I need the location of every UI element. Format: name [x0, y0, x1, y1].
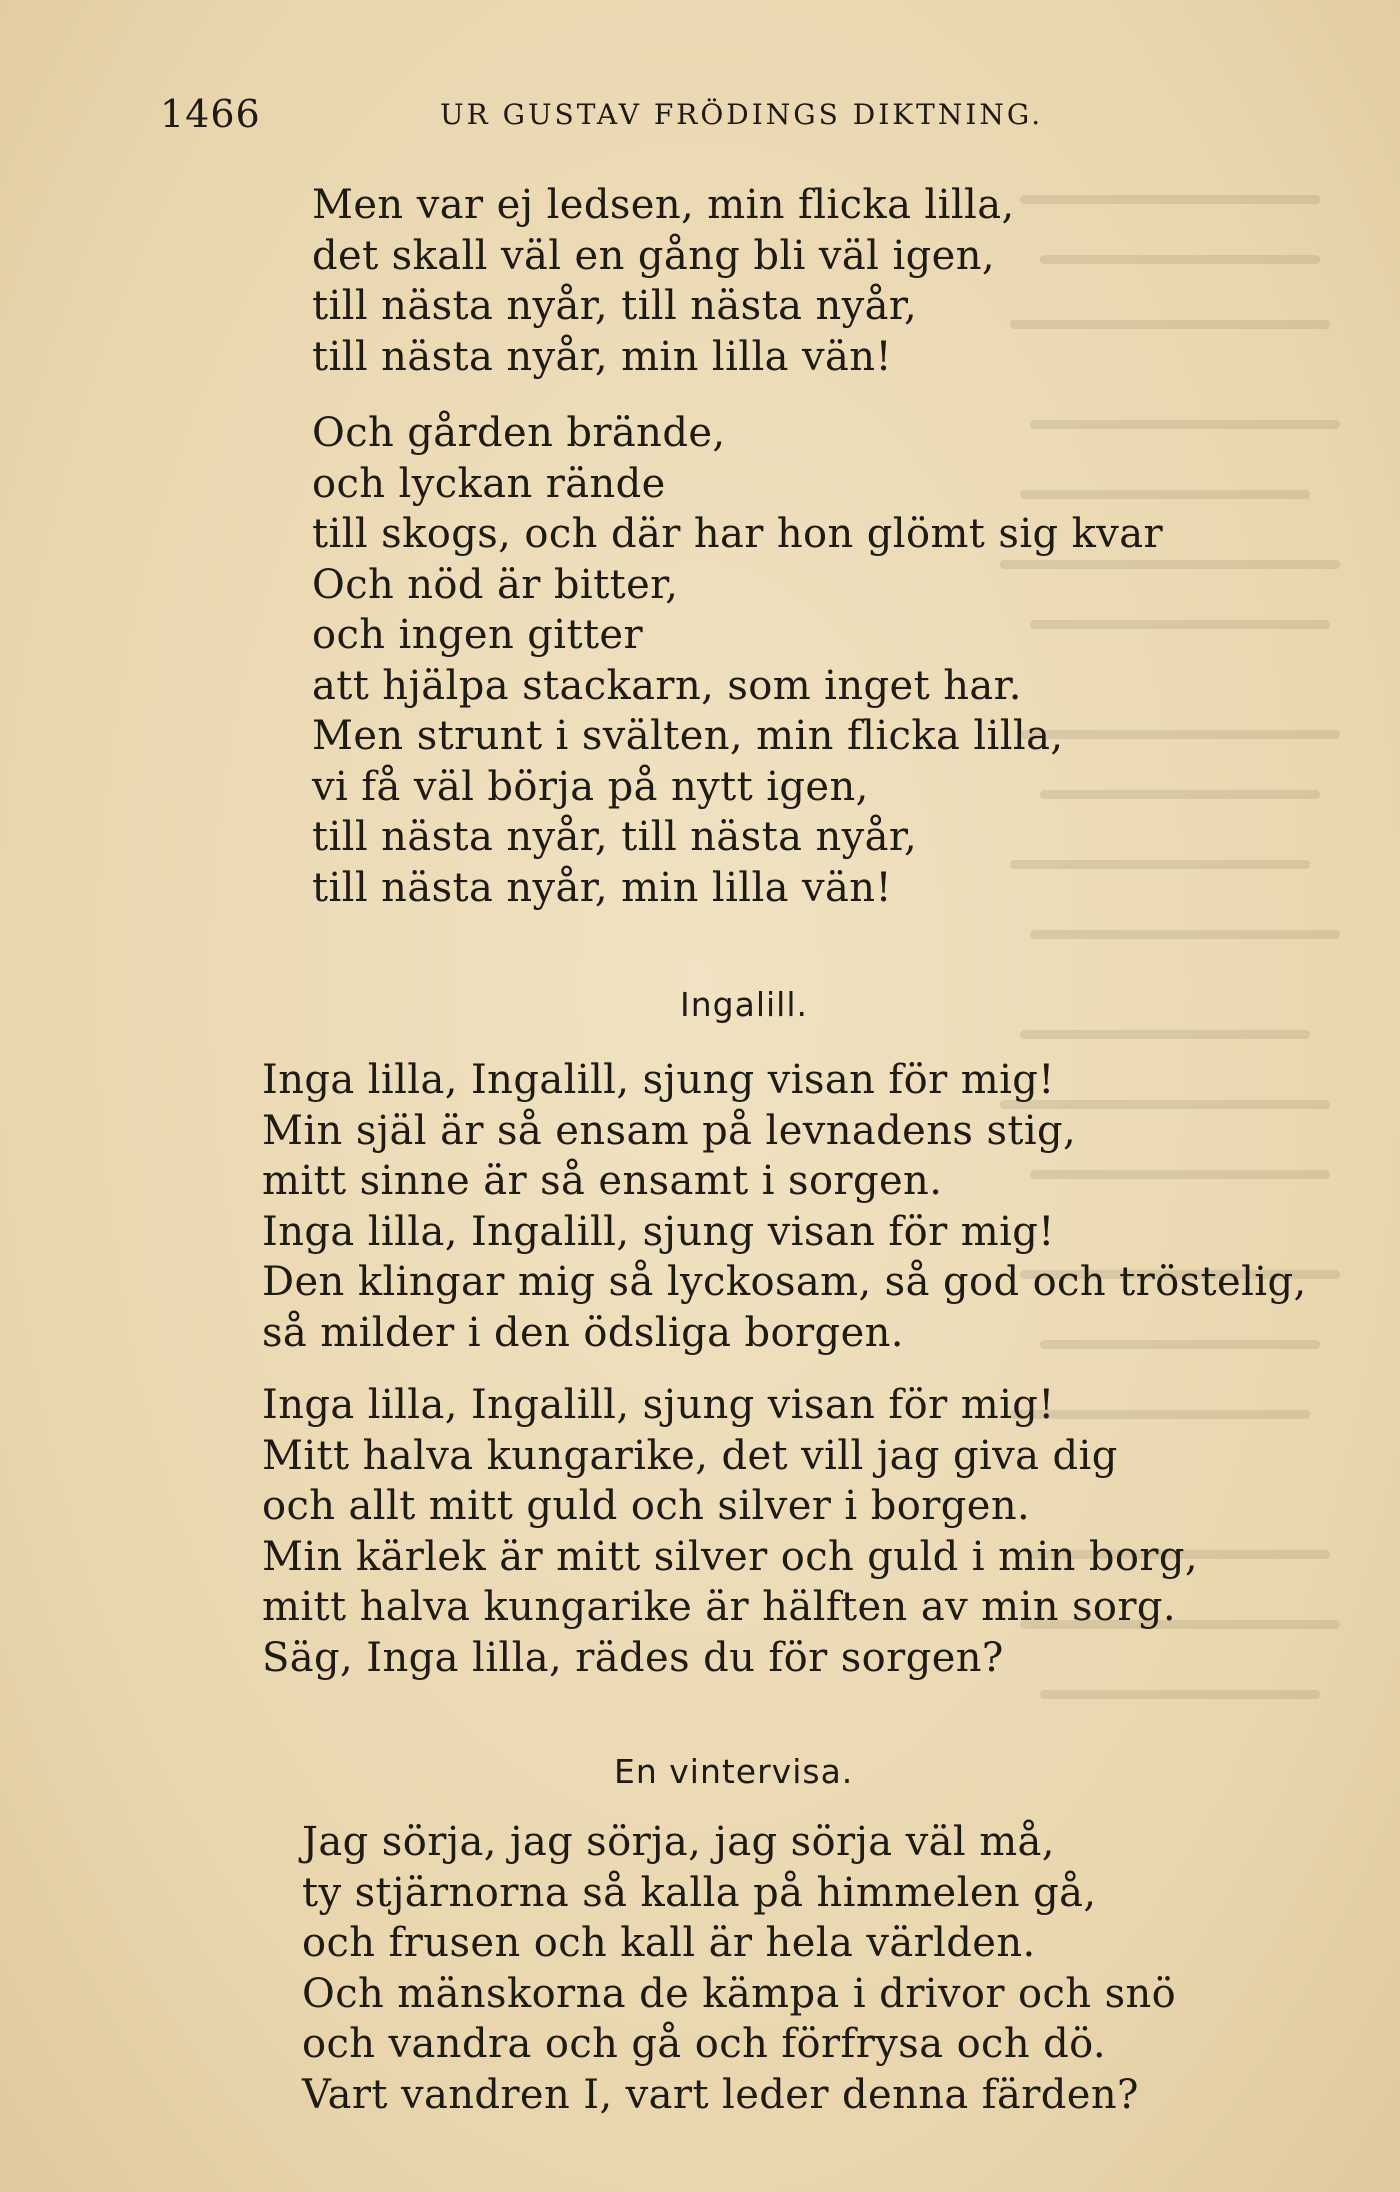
poem-line: till nästa nyår, min lilla vän! [312, 333, 892, 380]
poem-line: Inga lilla, Ingalill, sjung visan för mig! [262, 1057, 1055, 1103]
poem-line: Men var ej ledsen, min flicka lilla, [312, 182, 1015, 228]
poem-line: till skogs, och där har hon glömt sig kvar [312, 511, 1164, 557]
poem-stanza [302, 1817, 1176, 2120]
poem-line: och ingen gitter [312, 612, 644, 658]
poem-line: och frusen och kall är hela världen. [302, 1920, 1036, 1966]
poem-line: Den klingar mig så lyckosam, så god och tröstelig, [262, 1259, 1307, 1305]
poem-line: Och gården brände, [312, 410, 726, 456]
poem-line: Min själ är så ensam på levnadens stig, [262, 1107, 1077, 1154]
poem-line: till nästa nyår, min lilla vän! [312, 864, 892, 911]
running-title: UR GUSTAV FRÖDINGS DIKTNING. [440, 98, 1044, 131]
poem-line: Men strunt i svälten, min flicka lilla, [312, 713, 1064, 759]
poem-line: det skall väl en gång bli väl igen, [312, 232, 996, 279]
poem-line: och vandra och gå och förfrysa och dö. [302, 2021, 1107, 2067]
poem-line: Jag sörja, jag sörja, jag sörja väl må, [302, 1819, 1055, 1865]
poem-line: vi få väl börja på nytt igen, [312, 763, 869, 810]
poem-line: Vart vandren I, vart leder denna färden? [302, 2071, 1139, 2118]
poem-line: Och mänskorna de kämpa i drivor och snö [302, 1970, 1177, 2017]
poem-title-vintervisa: En vintervisa. [614, 1752, 854, 1791]
poem-line: mitt sinne är så ensamt i sorgen. [262, 1158, 943, 1204]
poem-line: till nästa nyår, till nästa nyår, [312, 814, 918, 860]
poem-line: och allt mitt guld och silver i borgen. [262, 1483, 1031, 1529]
poem-line: mitt halva kungarike är hälften av min sorg. [262, 1584, 1177, 1630]
poem-stanza [312, 180, 1015, 382]
poem-line: ty stjärnorna så kalla på himmelen gå, [302, 1869, 1097, 1916]
poem-line: Och nöd är bitter, [312, 561, 679, 608]
page-number: 1466 [160, 92, 261, 136]
poem-title-ingalill: Ingalill. [680, 985, 808, 1024]
poem-stanza [262, 1380, 1198, 1683]
poem-line: Min kärlek är mitt silver och guld i min borg, [262, 1533, 1199, 1580]
poem-stanza [312, 408, 1163, 913]
poem-line: till nästa nyår, till nästa nyår, [312, 283, 918, 329]
page-header [160, 92, 1160, 142]
poem-line: Inga lilla, Ingalill, sjung visan för mig! [262, 1382, 1055, 1428]
poem-line: och lyckan rände [312, 460, 666, 507]
poem-line: Mitt halva kungarike, det vill jag giva dig [262, 1432, 1118, 1479]
poem-stanza [262, 1055, 1307, 1358]
poem-line: Inga lilla, Ingalill, sjung visan för mig! [262, 1208, 1055, 1255]
poem-line: att hjälpa stackarn, som inget har. [312, 662, 1022, 709]
poem-line: så milder i den ödsliga borgen. [262, 1309, 904, 1356]
poem-line: Säg, Inga lilla, rädes du för sorgen? [262, 1634, 1004, 1681]
